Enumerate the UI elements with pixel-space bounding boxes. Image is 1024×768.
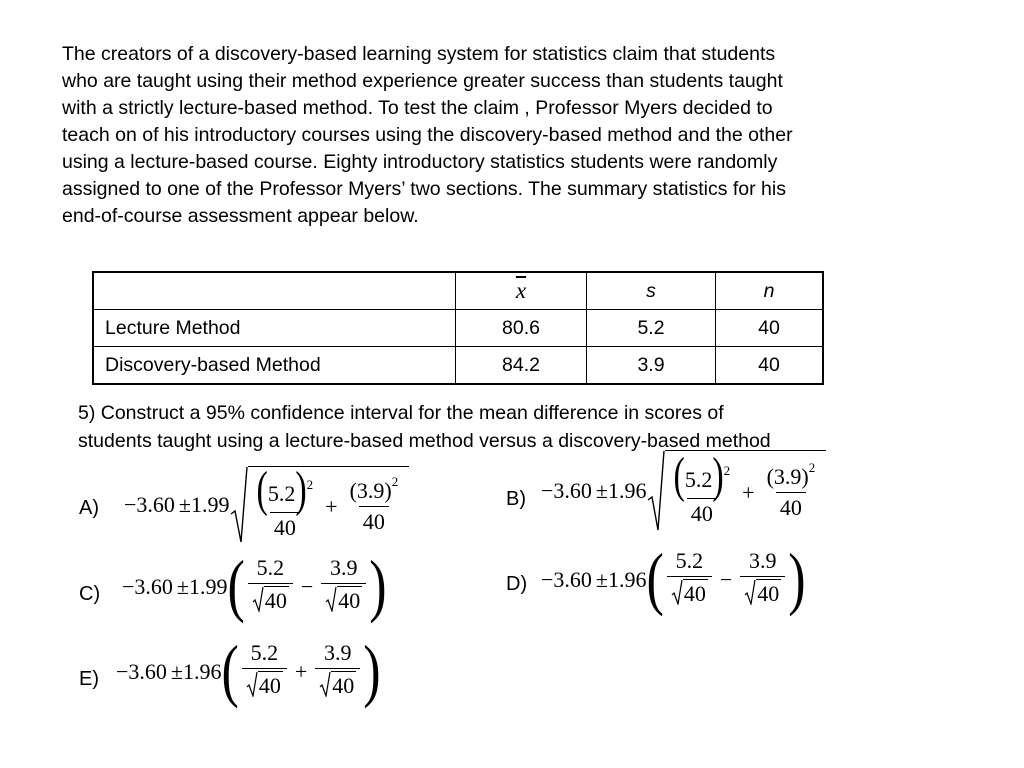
radical-icon — [319, 671, 331, 697]
problem-intro: The creators of a discovery-based learning system for statistics claim that students who are taught using their method experience greater success than students taught with a strictly lecture-based method. To test the claim , Professor Myers decided to teach on of his introductory courses using the discovery-based method and the other using a lecture-based course. Eighty introductory statistics students were randomly assigned to one of the Professor Myers’ two sections. The summary statistics for his end-of-course assessment appear below. — [62, 43, 793, 227]
row-mean: 84.2 — [456, 347, 587, 385]
option-b-exp2: 2 — [808, 460, 816, 475]
radical-icon — [744, 579, 756, 605]
table-row — [93, 347, 823, 385]
option-e-formula[interactable]: −3.60 ± 1.96 ( $\frac{5.2}{40}$ + $\frac{3.9}{40}$ ) — [116, 632, 381, 710]
option-b-crit: 1.96 — [608, 478, 647, 503]
x-bar-symbol: $\overline{x}$ — [515, 278, 527, 303]
header-mean — [456, 272, 587, 310]
option-a-pm: ± — [178, 492, 191, 517]
row-mean: 80.6 — [456, 310, 587, 347]
option-a-s1: 5.2 — [267, 481, 296, 506]
option-a-label[interactable]: A) — [79, 497, 99, 519]
option-b-s2: 3.9 — [773, 464, 802, 489]
option-d-formula[interactable]: −3.60 ± 1.96 ( $\frac{5.2}{40}$ − $\frac{3.9}{40}$ ) — [541, 540, 806, 618]
radical-icon — [252, 586, 264, 612]
option-d-n1: 40 — [683, 581, 706, 606]
option-b-formula[interactable] — [541, 450, 826, 532]
option-e-pm: ± — [170, 658, 183, 684]
row-n: 40 — [716, 347, 824, 385]
header-blank — [93, 272, 456, 310]
row-sd: 5.2 — [587, 310, 716, 347]
option-c-n1: 40 — [264, 588, 287, 613]
table-header-row — [93, 272, 823, 310]
option-a-crit: 1.99 — [191, 492, 230, 517]
radical-icon — [230, 466, 248, 544]
option-c-s1: 5.2 — [256, 555, 285, 580]
option-c-formula[interactable]: −3.60 ± 1.99 ( $\frac{5.2}{40}$ − $\frac{3.9}{40}$ ) — [122, 547, 387, 625]
option-d-label[interactable]: D) — [506, 573, 528, 595]
option-e-s1: 5.2 — [250, 640, 279, 665]
option-c-n2: 40 — [338, 588, 361, 613]
option-e-label[interactable]: E) — [79, 668, 99, 690]
option-a-center: −3.60 — [124, 492, 175, 517]
option-e-n2: 40 — [332, 673, 355, 698]
row-n: 40 — [716, 310, 824, 347]
option-b-sqrt: $\frac{(5.2)^2}{40}$ + $\frac{(3.9)^2}{40}$ — [647, 450, 827, 532]
option-a-s2: 3.9 — [356, 478, 385, 503]
option-c-label[interactable]: C) — [79, 583, 101, 605]
option-d-crit: 1.96 — [608, 566, 647, 592]
option-c-center: −3.60 — [122, 573, 173, 599]
radical-icon — [246, 671, 258, 697]
option-b-n2: 40 — [776, 492, 806, 521]
option-d-s1: 5.2 — [675, 548, 704, 573]
question-text: 5) Construct a 95% confidence interval for the mean difference in scores of students taught using a lecture-based method versus a discovery-based method — [78, 402, 771, 452]
row-sd: 3.9 — [587, 347, 716, 385]
option-e-crit: 1.96 — [183, 658, 222, 684]
radical-icon — [647, 450, 665, 532]
option-b-label[interactable]: B) — [506, 488, 526, 510]
option-d-n2: 40 — [757, 581, 780, 606]
option-a-exp1: 2 — [306, 477, 314, 492]
option-c-pm: ± — [176, 573, 189, 599]
option-a-sqrt: $\frac{(5.2)^2}{40}$ + $\frac{(3.9)^2}{40}$ — [230, 466, 410, 544]
option-a-exp2: 2 — [391, 474, 399, 489]
header-sd: s — [587, 272, 716, 310]
option-d-pm: ± — [595, 566, 608, 592]
option-a-op: + — [325, 493, 338, 519]
table-row — [93, 310, 823, 347]
option-b-n1: 40 — [687, 498, 717, 527]
summary-statistics-table — [92, 271, 824, 385]
row-method: Discovery-based Method — [93, 347, 456, 385]
option-b-s1: 5.2 — [684, 467, 713, 492]
option-e-s2: 3.9 — [324, 640, 352, 665]
option-d-s2: 3.9 — [749, 548, 777, 573]
option-d-op: − — [719, 566, 733, 592]
option-a-n2: 40 — [359, 506, 389, 535]
option-b-center: −3.60 — [541, 478, 592, 503]
option-d-center: −3.60 — [541, 566, 592, 592]
header-n: n — [716, 272, 824, 310]
option-c-s2: 3.9 — [330, 555, 358, 580]
option-a-formula[interactable] — [124, 463, 409, 544]
option-b-pm: ± — [595, 478, 608, 503]
option-c-op: − — [300, 573, 314, 599]
option-a-n1: 40 — [270, 512, 300, 541]
option-e-center: −3.60 — [116, 658, 167, 684]
row-method: Lecture Method — [93, 310, 456, 347]
radical-icon — [325, 586, 337, 612]
option-b-exp1: 2 — [723, 463, 731, 478]
radical-icon — [671, 579, 683, 605]
option-e-op: + — [294, 658, 308, 684]
option-b-op: + — [742, 479, 755, 505]
option-c-crit: 1.99 — [189, 573, 228, 599]
option-e-n1: 40 — [258, 673, 281, 698]
